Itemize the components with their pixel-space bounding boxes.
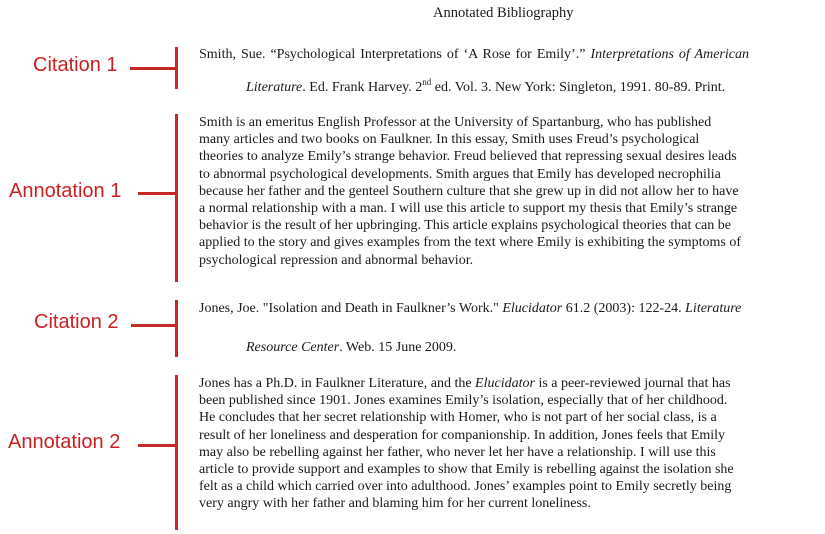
annotation-2-line: may also be rebelling against her father, who never let her have a relationship. I will use this bbox=[199, 444, 716, 460]
annotation-2-line: felt as a child which carried over into adulthood. Jones’ examples point to Emily secretly being bbox=[199, 479, 732, 495]
annotation-1-line: because her father and the genteel Southern culture that she grew up in did not allow her to have bbox=[199, 183, 739, 199]
annotation-2-line: He concludes that her secret relationship with Homer, who is not part of her social class, is a bbox=[199, 410, 717, 426]
label-annotation-1: Annotation 1 bbox=[9, 180, 122, 202]
bracket-citation-1 bbox=[175, 47, 178, 89]
annotation-1-line: applied to the story and gives examples from the text where Emily is exhibiting the symptoms of bbox=[199, 235, 742, 251]
citation-1-details-pre: . Ed. Frank Harvey. 2 bbox=[302, 80, 423, 95]
bracket-citation-2 bbox=[175, 300, 178, 357]
annotation-2-journal: Elucidator bbox=[475, 376, 535, 391]
citation-2-author-title: Jones, Joe. "Isolation and Death in Faulkner’s Work." bbox=[199, 301, 503, 316]
citation-2-database: Literature bbox=[685, 301, 742, 316]
citation-2-line-1 bbox=[199, 300, 741, 317]
citation-2-journal: Elucidator bbox=[502, 301, 563, 316]
annotation-1-line: psychological repression and abnormal behavior. bbox=[199, 252, 474, 268]
citation-1-author-title: Smith, Sue. “Psychological Interpretations of ‘A Rose for Emily’.” bbox=[199, 47, 591, 62]
arrow-annotation-1 bbox=[138, 192, 175, 195]
citation-1-book-title: Interpretations of American bbox=[590, 47, 749, 62]
citation-1-line-2 bbox=[246, 79, 725, 96]
annotation-2-line: article to provide support and examples to show that Emily is rebelling against the isolation she bbox=[199, 462, 734, 478]
citation-1-book-title-cont: Literature bbox=[246, 80, 303, 95]
citation-1-line-1 bbox=[199, 46, 749, 63]
label-citation-1: Citation 1 bbox=[33, 54, 118, 76]
citation-1-edition-sup: nd bbox=[422, 77, 432, 87]
annotation-1-line: behavior is the result of her upbringing. This article explains psychological theories that can be bbox=[199, 218, 731, 234]
annotation-2-line: been published since 1901. Jones examines Emily’s isolation, especially that of her childhood. bbox=[199, 393, 728, 409]
citation-2-details: 61.2 (2003): 122-24. bbox=[562, 301, 686, 316]
arrow-annotation-2 bbox=[138, 444, 175, 447]
label-citation-2: Citation 2 bbox=[34, 311, 119, 333]
arrow-citation-2 bbox=[131, 324, 175, 327]
annotation-1-line: Smith is an emeritus English Professor at the University of Spartanburg, who has published bbox=[199, 115, 712, 130]
citation-1-details-post: ed. Vol. 3. New York: Singleton, 1991. 80-89. Print. bbox=[431, 80, 726, 95]
annotation-2-text: Jones has a Ph.D. in Faulkner Literature, and the bbox=[199, 376, 476, 391]
annotation-1-line: theories to analyze Emily’s strange behavior. Freud believed that repressing sexual desires leads bbox=[199, 149, 737, 165]
citation-2-access: . Web. 15 June 2009. bbox=[339, 340, 457, 355]
annotation-1-line: many articles and two books on Faulkner. In this essay, Smith uses Freud’s psychological bbox=[199, 132, 700, 148]
annotation-2-line bbox=[199, 375, 825, 392]
annotation-2-line: very angry with her father and blaming him for her current loneliness. bbox=[199, 496, 591, 512]
bracket-annotation-1 bbox=[175, 114, 178, 282]
annotation-1-paragraph bbox=[199, 114, 825, 269]
annotation-2-paragraph bbox=[199, 375, 825, 513]
citation-2-database-cont: Resource Center bbox=[246, 340, 340, 355]
label-annotation-2: Annotation 2 bbox=[8, 431, 121, 453]
annotation-2-text: is a peer-reviewed journal that has bbox=[534, 376, 731, 391]
annotation-1-line: a normal relationship with a man. I will use this article to support my thesis that Emily’s strange bbox=[199, 201, 738, 217]
page-title: Annotated Bibliography bbox=[433, 5, 574, 21]
citation-2-line-2 bbox=[246, 339, 456, 356]
annotation-1-line: to abnormal psychological developments. Smith argues that Emily has developed necrophilia bbox=[199, 166, 721, 182]
bracket-annotation-2 bbox=[175, 375, 178, 530]
annotation-2-line: result of her loneliness and desperation for companionship. In addition, Jones feels that Emily bbox=[199, 427, 726, 443]
arrow-citation-1 bbox=[130, 67, 175, 70]
